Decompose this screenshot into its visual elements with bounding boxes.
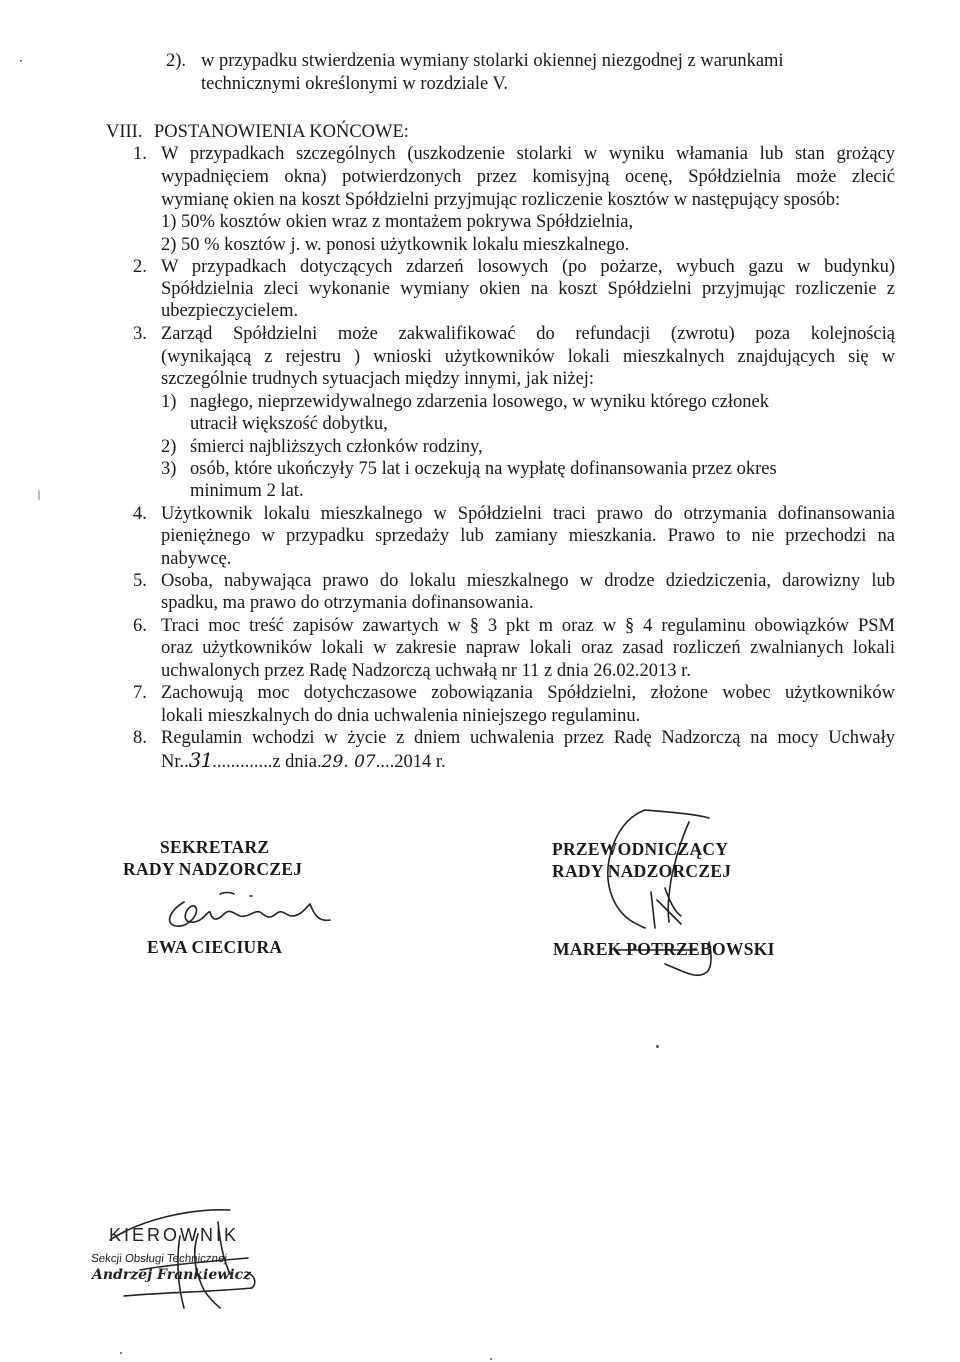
- resolution-line: [161, 749, 446, 773]
- resolution-mid: .............z dnia.: [212, 752, 322, 772]
- text-line: Osoba, nabywająca prawo do lokalu mieszkalnego w drodze dziedziczenia, darowizny lub: [161, 571, 895, 591]
- list-text: śmierci najbliższych członków rodziny,: [190, 437, 483, 457]
- paragraph-number: 2.: [133, 257, 147, 277]
- text-line: Zarząd Spółdzielni może zakwalifikować do refundacji (zwrotu) poza kolejnością: [161, 324, 895, 344]
- list-text: 50% kosztów okien wraz z montażem pokrywa Spółdzielnia,: [181, 212, 634, 232]
- list-number: 2): [161, 235, 177, 255]
- signatory-title: RADY NADZORCZEJ: [552, 861, 732, 881]
- text-line: Zachowują moc dotychczasowe zobowiązania Spółdzielni, złożone wobec użytkowników: [161, 683, 895, 703]
- list-text-continued: utracił większość dobytku,: [190, 414, 388, 434]
- paragraph-number: 3.: [133, 324, 147, 344]
- text-line: pieniężnego w przypadku sprzedaży lub zamiany mieszkania. Prawo to nie przechodzi na: [161, 526, 895, 546]
- text-line: szczególnie trudnych sytuacjach między innymi, jak niżej:: [161, 369, 595, 389]
- section-number: VIII.: [106, 122, 143, 142]
- text-line: uchwalonych przez Radę Nadzorczą uchwałą nr 11 z dnia 26.02.2013 r.: [161, 661, 691, 681]
- section-title: POSTANOWIENIA KOŃCOWE:: [154, 122, 409, 142]
- text-line: spadku, ma prawo do otrzymania dofinansowania.: [161, 593, 534, 613]
- list-number: 1): [161, 392, 177, 412]
- text-line: Regulamin wchodzi w życie z dniem uchwalenia przez Radę Nadzorczą na mocy Uchwały: [161, 728, 895, 748]
- paragraph-number: 7.: [133, 683, 147, 703]
- text-line: oraz użytkowników lokali w zakresie napraw lokali oraz zasad rozliczeń zwalnianych lokali: [161, 638, 895, 658]
- handwritten-resolution-number: 31: [188, 748, 213, 772]
- text-line: W przypadkach szczególnych (uszkodzenie stolarki w wyniku włamania lub stan grożący: [161, 144, 895, 164]
- text-line: technicznymi określonymi w rozdziale V.: [201, 74, 509, 94]
- text-line: Użytkownik lokalu mieszkalnego w Spółdzielni traci prawo do otrzymania dofinansowania: [161, 504, 895, 524]
- signatory-title: PRZEWODNICZĄCY: [552, 839, 729, 859]
- handwritten-signature-right: [585, 800, 735, 1000]
- list-number: 1): [161, 212, 177, 232]
- text-line: ubezpieczycielem.: [161, 301, 299, 321]
- text-line: Traci moc treść zapisów zawartych w § 3 pkt m oraz w § 4 regulaminu obowiązków PSM: [161, 616, 895, 636]
- text-line: wymianę okien na koszt Spółdzielni przyjmując rozliczenie kosztów w następujący sposób:: [161, 190, 841, 210]
- paragraph-number: 6.: [133, 616, 147, 636]
- paragraph-number: 8.: [133, 728, 147, 748]
- signatory-title: SEKRETARZ: [160, 837, 270, 857]
- list-text: 50 % kosztów j. w. ponosi użytkownik lokalu mieszkalnego.: [181, 235, 630, 255]
- resolution-prefix: Nr..: [161, 752, 189, 772]
- scan-speck: [120, 1352, 122, 1354]
- text-line: wypadnięciem okna) potwierdzonych przez komisyjną ocenę, Spółdzielnia może zlecić: [161, 167, 895, 187]
- signatory-name: EWA CIECIURA: [147, 937, 283, 957]
- paragraph-number: 4.: [133, 504, 147, 524]
- resolution-suffix: ....2014 r.: [375, 752, 446, 772]
- list-number: 2).: [166, 51, 187, 71]
- paragraph-number: 5.: [133, 571, 147, 591]
- scan-speck: [490, 1358, 492, 1360]
- text-line: W przypadkach dotyczących zdarzeń losowych (po pożarze, wybuch gazu w budynku): [161, 257, 895, 277]
- text-line: nabywcę.: [161, 549, 232, 569]
- scan-speck: [20, 60, 22, 62]
- list-text: nagłego, nieprzewidywalnego zdarzenia losowego, w wyniku którego członek: [190, 392, 769, 412]
- text-line: w przypadku stwierdzenia wymiany stolarki okiennej niezgodnej z warunkami: [201, 51, 784, 71]
- scan-speck: [656, 1045, 659, 1048]
- handwritten-signature-left: [150, 880, 340, 940]
- list-text-continued: minimum 2 lat.: [190, 481, 304, 501]
- paragraph-number: 1.: [133, 144, 147, 164]
- stamp-department: Sekcji Obsługi Technicznej: [90, 1253, 228, 1265]
- list-number: 2): [161, 437, 177, 457]
- list-number: 3): [161, 459, 177, 479]
- stamp-title: KIEROWNIK: [109, 1225, 240, 1245]
- signatory-name: MAREK POTRZEBOWSKI: [553, 939, 775, 959]
- stamp-name: Andrzej Frankiewicz: [92, 1267, 252, 1283]
- handwritten-date: 29. 07: [321, 752, 376, 772]
- signatory-title: RADY NADZORCZEJ: [123, 859, 303, 879]
- text-line: (wynikającą z rejestru ) wnioski użytkowników lokali mieszkalnych znajdujących się w: [161, 347, 895, 367]
- text-line: Spółdzielnia zleci wykonanie wymiany okien na koszt Spółdzielni przyjmując rozliczenie z: [161, 279, 895, 299]
- list-text: osób, które ukończyły 75 lat i oczekują na wypłatę dofinansowania przez okres: [190, 459, 777, 479]
- scan-speck: [38, 490, 40, 500]
- text-line: lokali mieszkalnych do dnia uchwalenia niniejszego regulaminu.: [161, 706, 641, 726]
